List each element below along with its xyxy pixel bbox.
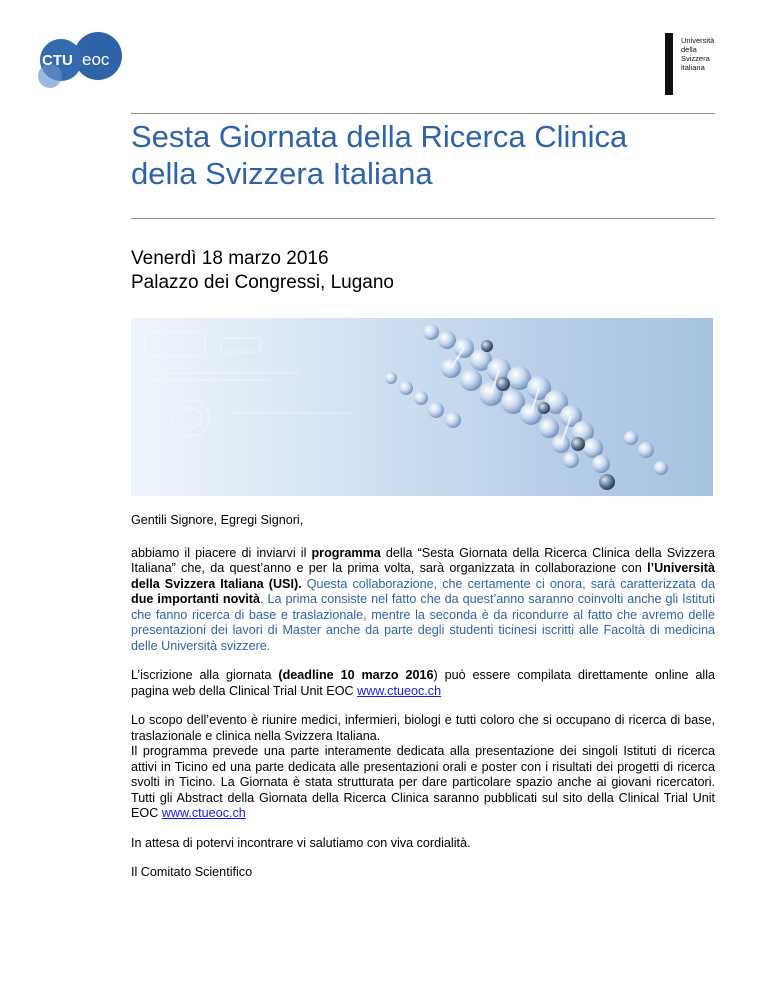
letter-greeting: Gentili Signore, Egregi Signori, xyxy=(131,513,304,527)
ctueoc-link[interactable]: www.ctueoc.ch xyxy=(161,806,246,820)
svg-text:eoc: eoc xyxy=(82,50,110,69)
p1-text-a: abbiamo il piacere di inviarvi il xyxy=(131,545,312,560)
p2-text-c: ) può essere compilata direttamente online alla pagina web della Clinical Trial Unit EOC xyxy=(131,668,715,698)
page-title-line2: della Svizzera Italiana xyxy=(131,156,433,191)
ctueoc-link[interactable]: www.ctueoc.ch xyxy=(357,683,442,698)
letter-signature: Il Comitato Scientifico xyxy=(131,865,253,879)
letter-paragraph-3 xyxy=(131,713,715,822)
letter-body xyxy=(131,513,715,895)
p1-text-e: Questa collaborazione, che certamente ci onora, sarà caratterizzata da xyxy=(301,576,715,591)
event-info xyxy=(131,247,715,295)
letter-paragraph-4: In attesa di potervi incontrare vi salutiamo con viva cordialità. xyxy=(131,835,471,850)
p1-bold-programma: programma xyxy=(311,545,381,560)
p1-text-c: della “Sesta Giornata della Ricerca Clinica della Svizzera Italiana” che, da quest’anno e per la prima volta, sarà organizzata in collaborazione con xyxy=(131,545,715,575)
svg-text:CTU: CTU xyxy=(42,52,73,69)
event-date: Venerdì 18 marzo 2016 xyxy=(131,248,329,269)
page-title xyxy=(131,118,715,192)
title-top-divider xyxy=(131,113,715,114)
p1-bold-usi: l’Università della Svizzera Italiana (USI). xyxy=(131,561,715,591)
title-bottom-divider xyxy=(131,218,715,219)
p2-text-a: L’iscrizione alla giornata xyxy=(131,668,279,682)
p3-text-a: Lo scopo dell’evento è riunire medici, infermieri, biologi e tutti coloro che si occupano di ricerca di base, traslazionale e clinica nella Svizzera Italiana. xyxy=(131,713,715,743)
usi-logo-line: Università xyxy=(681,36,715,45)
usi-logo-line: della xyxy=(681,45,697,54)
usi-logo xyxy=(665,33,745,95)
page-title-line1: Sesta Giornata della Ricerca Clinica xyxy=(131,119,628,154)
usi-logo-text xyxy=(681,36,714,72)
event-place: Palazzo dei Congressi, Lugano xyxy=(131,272,395,293)
p1-bold-novita: due importanti novità xyxy=(131,592,261,606)
letter-paragraph-2 xyxy=(131,668,715,699)
dna-molecule-image xyxy=(131,318,713,496)
letter-paragraph-1 xyxy=(131,546,715,655)
ctueoc-logo xyxy=(30,32,126,92)
usi-logo-bar xyxy=(665,33,673,95)
usi-logo-line: Svizzera xyxy=(681,54,710,63)
p1-text-g: . La prima consiste nel fatto che da quest’anno saranno coinvolti anche gli Istituti che fanno ricerca di base e traslazionale, mentre la seconda è da ricondurre al fatto che avremo delle presentazioni dei lavori di Master anche da parte degli studenti ticinesi iscritti alle Facoltà di medicina delle Università svizzere. xyxy=(131,592,716,653)
p3-text-b: Il programma prevede una parte interamente dedicata alla presentazione dei singoli Istituti di ricerca attivi in Ticino ed una parte dedicata alle presentazioni orali e poster con i risultati dei progetti di ricerca svolti in Ticino. La Giornata è stata strutturata per dare particolare spazio anche ai giovani ricercatori. Tutti gli Abstract della Giornata della Ricerca Clinica saranno pubblicati sul sito della Clinical Trial Unit EOC xyxy=(131,744,715,820)
usi-logo-line: italiana xyxy=(681,63,705,72)
p2-bold-deadline: (deadline 10 marzo 2016 xyxy=(278,668,434,682)
